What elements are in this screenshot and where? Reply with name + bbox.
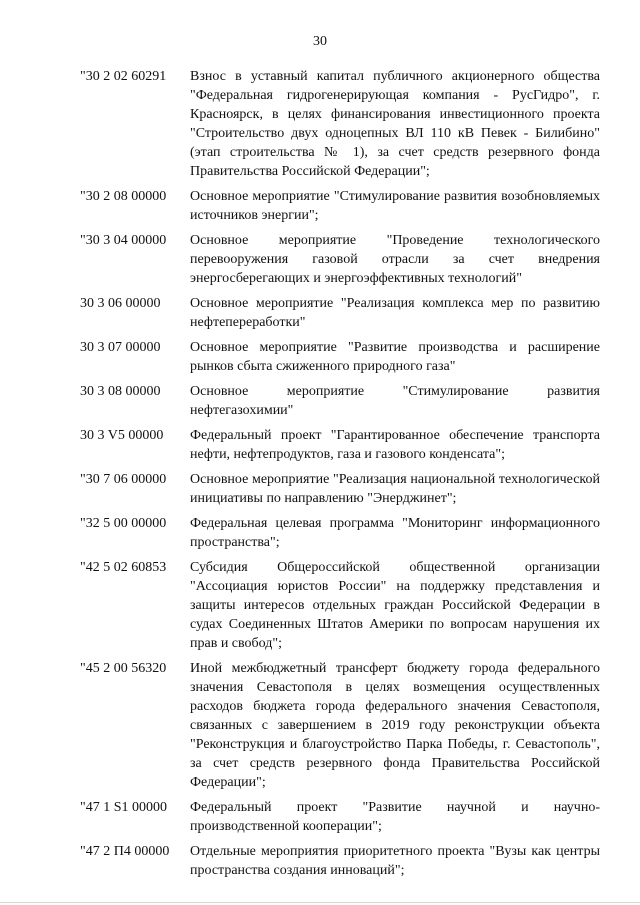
list-item <box>80 798 600 836</box>
budget-code: "32 5 00 00000 <box>80 516 167 531</box>
budget-item-description: Основное мероприятие "Стимулирование развития возобновляемых источников энергии"; <box>190 189 600 223</box>
budget-item-description: Основное мероприятие "Реализация национальной технологической инициативы по направлению "Энерджинет"; <box>190 472 600 506</box>
list-item <box>80 514 600 552</box>
page-number: 30 <box>313 34 327 49</box>
budget-item-description: Основное мероприятие "Проведение технологического перевооружения газовой отрасли за счет внедрения энергосберегающих и энергоэффективных технологий" <box>190 233 600 286</box>
budget-code: 30 3 V5 00000 <box>80 428 164 443</box>
budget-code: "30 7 06 00000 <box>80 472 167 487</box>
list-item <box>80 558 600 653</box>
list-item <box>80 67 600 181</box>
list-item <box>80 231 600 288</box>
budget-item-description: Основное мероприятие "Реализация комплекса мер по развитию нефтепереработки" <box>190 296 600 330</box>
list-item <box>80 659 600 792</box>
budget-item-description: Федеральная целевая программа "Мониторинг информационного пространства"; <box>190 516 600 550</box>
budget-item-description: Федеральный проект "Развитие научной и научно-производственной кооперации"; <box>190 800 600 834</box>
budget-code: 30 3 07 00000 <box>80 340 161 355</box>
list-item <box>80 842 600 880</box>
page-bottom-edge <box>0 902 640 903</box>
budget-item-description: Отдельные мероприятия приоритетного проекта "Вузы как центры пространства создания инноваций"; <box>190 844 600 878</box>
budget-item-description: Взнос в уставный капитал публичного акционерного общества "Федеральная гидрогенерирующая компания - РусГидро", г. Красноярск, в целях финансирования инвестиционного проекта "Строительство двух одноцепных ВЛ 110 кВ Певек - Билибино" (этап строительства № 1), за счет средств резервного фонда Правительства Российской Федерации"; <box>190 69 600 179</box>
list-item <box>80 187 600 225</box>
budget-code: "30 3 04 00000 <box>80 233 167 248</box>
budget-code: "45 2 00 56320 <box>80 661 167 676</box>
list-item <box>80 294 600 332</box>
budget-code: 30 3 06 00000 <box>80 296 161 311</box>
budget-code: "47 1 S1 00000 <box>80 800 168 815</box>
budget-item-description: Основное мероприятие "Стимулирование развития нефтегазохимии" <box>190 384 600 418</box>
budget-code: 30 3 08 00000 <box>80 384 161 399</box>
budget-item-description: Иной межбюджетный трансферт бюджету города федерального значения Севастополя в целях возмещения осуществленных расходов бюджета города федерального значения Севастополя, связанных с завершением в 2019 году реконструкции объекта "Реконструкция и благоустройство Парка Победы, г. Севастополь", за счет средств резервного фонда Правительства Российской Федерации"; <box>190 661 600 790</box>
list-item <box>80 470 600 508</box>
budget-item-description: Федеральный проект "Гарантированное обеспечение транспорта нефти, нефтепродуктов, газа и газового конденсата"; <box>190 428 600 462</box>
budget-code-list <box>80 67 600 886</box>
list-item <box>80 338 600 376</box>
budget-item-description: Субсидия Общероссийской общественной организации "Ассоциация юристов России" на поддержку представления и защиты интересов отдельных граждан Российской Федерации в судах Соединенных Штатов Америки по вопросам нарушения их прав и свобод"; <box>190 560 600 651</box>
budget-item-description: Основное мероприятие "Развитие производства и расширение рынков сбыта сжиженного природного газа" <box>190 340 600 374</box>
list-item <box>80 382 600 420</box>
list-item <box>80 426 600 464</box>
budget-code: "47 2 П4 00000 <box>80 844 170 859</box>
budget-code: "30 2 08 00000 <box>80 189 167 204</box>
budget-code: "30 2 02 60291 <box>80 69 167 84</box>
budget-code: "42 5 02 60853 <box>80 560 167 575</box>
